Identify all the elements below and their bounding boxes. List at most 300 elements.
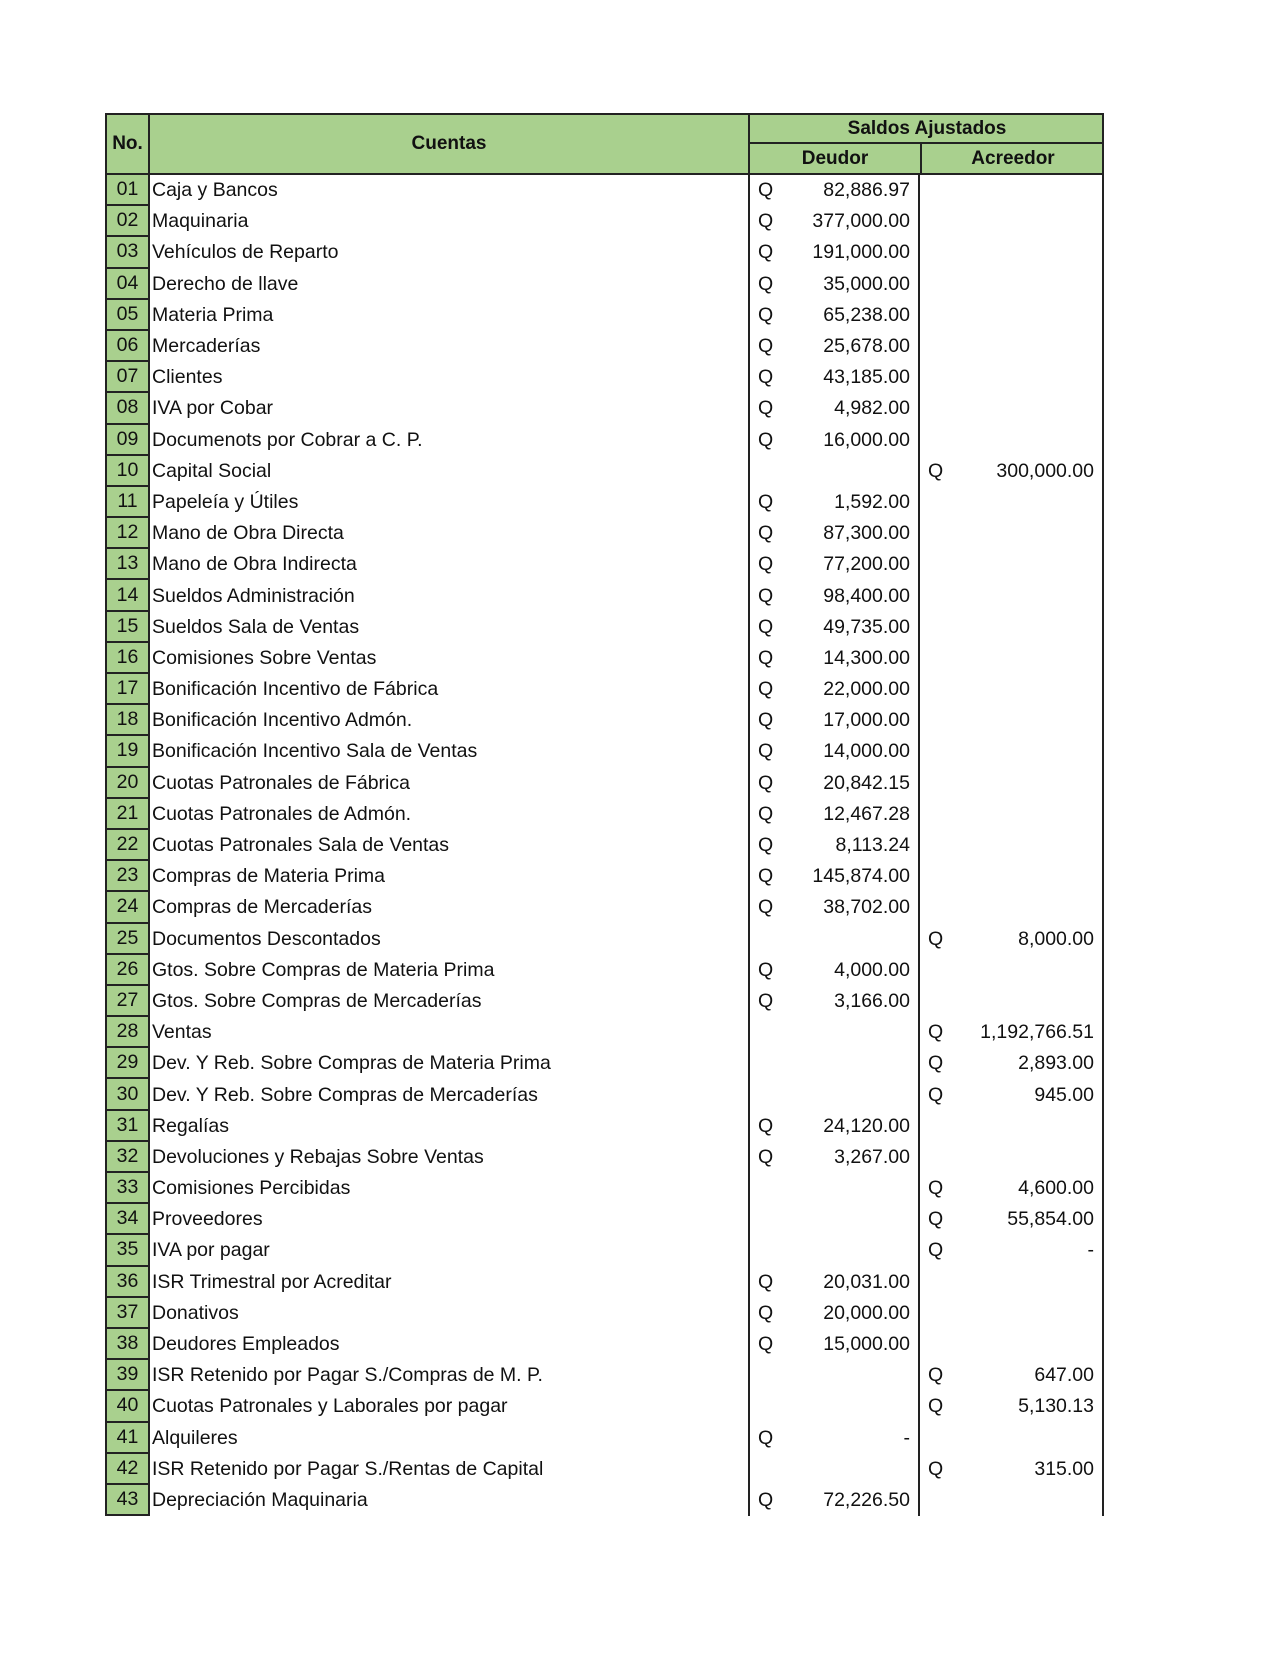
account-number: 22 [105, 830, 150, 861]
debit-cell [748, 736, 920, 767]
debit-cell [748, 518, 920, 549]
account-number: 02 [105, 206, 150, 237]
debit-amount: 25,678.00 [823, 335, 910, 358]
table-row [105, 518, 1104, 549]
currency-symbol: Q [928, 1457, 944, 1480]
account-number: 04 [105, 269, 150, 300]
credit-amount: 4,600.00 [1018, 1177, 1094, 1200]
debit-cell [748, 1173, 920, 1204]
account-name: Dev. Y Reb. Sobre Compras de Materia Prima [152, 1052, 551, 1075]
debit-cell [748, 487, 920, 518]
credit-cell [920, 425, 1104, 456]
currency-symbol: Q [758, 740, 774, 763]
currency-symbol: Q [758, 490, 774, 513]
account-number: 14 [105, 580, 150, 611]
credit-cell [920, 799, 1104, 830]
table-row [105, 643, 1104, 674]
account-name: Caja y Bancos [152, 179, 278, 202]
table-row [105, 830, 1104, 861]
debit-cell [748, 1423, 920, 1454]
debit-amount: 49,735.00 [823, 615, 910, 638]
account-number: 19 [105, 736, 150, 767]
account-number: 35 [105, 1235, 150, 1266]
currency-symbol: Q [758, 1270, 774, 1293]
credit-amount: 1,192,766.51 [980, 1021, 1094, 1044]
table-row [105, 799, 1104, 830]
table-row [105, 892, 1104, 923]
credit-cell [920, 175, 1104, 206]
table-row [105, 269, 1104, 300]
table-row [105, 955, 1104, 986]
debit-cell [748, 331, 920, 362]
currency-symbol: Q [928, 1239, 944, 1262]
debit-amount: 1,592.00 [834, 490, 910, 513]
currency-symbol: Q [758, 646, 774, 669]
table-row [105, 1267, 1104, 1298]
credit-cell [920, 487, 1104, 518]
account-number: 09 [105, 425, 150, 456]
account-number: 34 [105, 1204, 150, 1235]
credit-cell [920, 580, 1104, 611]
debit-amount: 20,000.00 [823, 1301, 910, 1324]
table-body [105, 175, 1104, 1516]
account-name: Materia Prima [152, 303, 274, 326]
table-row [105, 1111, 1104, 1142]
account-number: 24 [105, 892, 150, 923]
credit-cell [920, 1142, 1104, 1173]
debit-cell [748, 1360, 920, 1391]
table-row [105, 705, 1104, 736]
account-name: Mano de Obra Indirecta [152, 553, 357, 576]
account-name: Alquileres [152, 1426, 238, 1449]
debit-cell [748, 1204, 920, 1235]
credit-cell [920, 830, 1104, 861]
account-name: Bonificación Incentivo de Fábrica [152, 678, 439, 701]
table-row [105, 736, 1104, 767]
currency-symbol: Q [928, 1364, 944, 1387]
table-header [105, 113, 1104, 175]
credit-cell [920, 674, 1104, 705]
credit-cell [920, 861, 1104, 892]
table-row [105, 456, 1104, 487]
account-name: Comisiones Sobre Ventas [152, 646, 377, 669]
table-row [105, 1173, 1104, 1204]
account-number: 38 [105, 1329, 150, 1360]
debit-amount: 43,185.00 [823, 366, 910, 389]
account-name: Deudores Empleados [152, 1333, 340, 1356]
debit-cell [748, 269, 920, 300]
currency-symbol: Q [928, 1208, 944, 1231]
account-number: 43 [105, 1485, 150, 1516]
credit-cell [920, 393, 1104, 424]
debit-amount: 22,000.00 [823, 678, 910, 701]
credit-cell [920, 1391, 1104, 1422]
account-name: Derecho de llave [152, 272, 299, 295]
account-name: ISR Trimestral por Acreditar [152, 1270, 392, 1293]
currency-symbol: Q [928, 1052, 944, 1075]
currency-symbol: Q [758, 553, 774, 576]
credit-cell [920, 892, 1104, 923]
credit-cell [920, 1204, 1104, 1235]
table-row [105, 175, 1104, 206]
currency-symbol: Q [758, 210, 774, 233]
table-row [105, 580, 1104, 611]
account-number: 37 [105, 1298, 150, 1329]
debit-amount: 14,300.00 [823, 646, 910, 669]
debit-amount: 191,000.00 [812, 241, 910, 264]
debit-cell [748, 643, 920, 674]
credit-cell [920, 612, 1104, 643]
account-name: Devoluciones y Rebajas Sobre Ventas [152, 1145, 484, 1168]
debit-cell [748, 175, 920, 206]
account-number: 08 [105, 393, 150, 424]
account-number: 21 [105, 799, 150, 830]
debit-cell [748, 861, 920, 892]
account-name: Depreciación Maquinaria [152, 1488, 368, 1511]
table-row [105, 1298, 1104, 1329]
currency-symbol: Q [928, 927, 944, 950]
account-number: 12 [105, 518, 150, 549]
account-number: 20 [105, 768, 150, 799]
currency-symbol: Q [758, 397, 774, 420]
currency-symbol: Q [758, 584, 774, 607]
debit-cell [748, 1298, 920, 1329]
header-no: No. [107, 115, 150, 173]
debit-amount: 3,166.00 [834, 989, 910, 1012]
account-name: Clientes [152, 366, 223, 389]
account-name: Cuotas Patronales de Admón. [152, 802, 412, 825]
currency-symbol: Q [758, 1488, 774, 1511]
credit-cell [920, 768, 1104, 799]
debit-amount: 35,000.00 [823, 272, 910, 295]
account-name: Sueldos Sala de Ventas [152, 615, 360, 638]
currency-symbol: Q [758, 1301, 774, 1324]
credit-amount: 5,130.13 [1018, 1395, 1094, 1418]
table-row [105, 1079, 1104, 1110]
account-number: 31 [105, 1111, 150, 1142]
debit-cell [748, 799, 920, 830]
debit-cell [748, 892, 920, 923]
currency-symbol: Q [928, 1177, 944, 1200]
account-number: 18 [105, 705, 150, 736]
debit-amount: 12,467.28 [823, 802, 910, 825]
account-number: 29 [105, 1048, 150, 1079]
table-row [105, 393, 1104, 424]
debit-amount: 17,000.00 [823, 709, 910, 732]
table-row [105, 487, 1104, 518]
currency-symbol: Q [928, 1395, 944, 1418]
currency-symbol: Q [758, 272, 774, 295]
account-name: Compras de Mercaderías [152, 896, 373, 919]
debit-cell [748, 674, 920, 705]
account-name: Vehículos de Reparto [152, 241, 339, 264]
account-number: 17 [105, 674, 150, 705]
account-number: 23 [105, 861, 150, 892]
debit-cell [748, 1111, 920, 1142]
credit-cell [920, 549, 1104, 580]
debit-cell [748, 1267, 920, 1298]
table-row [105, 768, 1104, 799]
currency-symbol: Q [758, 366, 774, 389]
table-row [105, 1391, 1104, 1422]
currency-symbol: Q [758, 771, 774, 794]
account-name: Proveedores [152, 1208, 263, 1231]
debit-cell [748, 362, 920, 393]
debit-amount: 98,400.00 [823, 584, 910, 607]
account-name: Documenots por Cobrar a C. P. [152, 428, 423, 451]
header-cuentas: Cuentas [150, 115, 750, 173]
account-name: Dev. Y Reb. Sobre Compras de Mercaderías [152, 1083, 538, 1106]
currency-symbol: Q [758, 1333, 774, 1356]
credit-cell [920, 456, 1104, 487]
currency-symbol: Q [758, 989, 774, 1012]
account-name: Gtos. Sobre Compras de Materia Prima [152, 958, 495, 981]
account-number: 27 [105, 986, 150, 1017]
table-row [105, 1423, 1104, 1454]
account-name: Donativos [152, 1301, 239, 1324]
debit-cell [748, 1391, 920, 1422]
account-name: Bonificación Incentivo Sala de Ventas [152, 740, 478, 763]
currency-symbol: Q [758, 865, 774, 888]
table-row [105, 1329, 1104, 1360]
debit-amount: 20,031.00 [823, 1270, 910, 1293]
credit-amount: 647.00 [1034, 1364, 1094, 1387]
header-deudor: Deudor [750, 144, 922, 173]
credit-cell [920, 924, 1104, 955]
table-row [105, 549, 1104, 580]
credit-cell [920, 705, 1104, 736]
credit-amount: 315.00 [1034, 1457, 1094, 1480]
credit-cell [920, 1298, 1104, 1329]
debit-cell [748, 986, 920, 1017]
credit-amount: 300,000.00 [996, 459, 1094, 482]
account-number: 26 [105, 955, 150, 986]
credit-cell [920, 1173, 1104, 1204]
debit-amount: 20,842.15 [823, 771, 910, 794]
table-row [105, 362, 1104, 393]
account-name: Comisiones Percibidas [152, 1177, 351, 1200]
debit-amount: 4,982.00 [834, 397, 910, 420]
currency-symbol: Q [928, 459, 944, 482]
account-name: Compras de Materia Prima [152, 865, 385, 888]
currency-symbol: Q [758, 896, 774, 919]
credit-cell [920, 1267, 1104, 1298]
account-name: Cuotas Patronales y Laborales por pagar [152, 1395, 508, 1418]
currency-symbol: Q [758, 428, 774, 451]
table-row [105, 425, 1104, 456]
credit-cell [920, 1235, 1104, 1266]
account-number: 40 [105, 1391, 150, 1422]
header-acreedor: Acreedor [971, 147, 1055, 169]
account-number: 07 [105, 362, 150, 393]
debit-amount: 65,238.00 [823, 303, 910, 326]
credit-cell [920, 1079, 1104, 1110]
currency-symbol: Q [758, 1145, 774, 1168]
currency-symbol: Q [758, 335, 774, 358]
debit-amount: 77,200.00 [823, 553, 910, 576]
debit-cell [748, 456, 920, 487]
account-name: Sueldos Administración [152, 584, 355, 607]
currency-symbol: Q [758, 522, 774, 545]
debit-cell [748, 1235, 920, 1266]
debit-amount: 377,000.00 [812, 210, 910, 233]
currency-symbol: Q [758, 678, 774, 701]
account-name: Mercaderías [152, 335, 261, 358]
debit-amount: 87,300.00 [823, 522, 910, 545]
currency-symbol: Q [758, 615, 774, 638]
debit-amount: 3,267.00 [834, 1145, 910, 1168]
debit-cell [748, 955, 920, 986]
table-row [105, 1360, 1104, 1391]
account-name: Cuotas Patronales de Fábrica [152, 771, 410, 794]
debit-cell [748, 705, 920, 736]
account-number: 36 [105, 1267, 150, 1298]
account-number: 13 [105, 549, 150, 580]
account-name: Ventas [152, 1021, 212, 1044]
debit-cell [748, 768, 920, 799]
credit-cell [920, 269, 1104, 300]
credit-cell [920, 518, 1104, 549]
debit-amount: 15,000.00 [823, 1333, 910, 1356]
account-name: ISR Retenido por Pagar S./Rentas de Capital [152, 1457, 544, 1480]
account-name: Regalías [152, 1114, 229, 1137]
account-number: 25 [105, 924, 150, 955]
credit-cell [920, 643, 1104, 674]
credit-cell [920, 1017, 1104, 1048]
credit-cell [920, 1423, 1104, 1454]
credit-cell [920, 1048, 1104, 1079]
table-row [105, 1454, 1104, 1485]
table-row [105, 674, 1104, 705]
currency-symbol: Q [758, 1426, 774, 1449]
account-number: 39 [105, 1360, 150, 1391]
table-row [105, 206, 1104, 237]
credit-cell [920, 1111, 1104, 1142]
header-saldos-ajustados: Saldos Ajustados [750, 115, 1104, 144]
currency-symbol: Q [758, 241, 774, 264]
debit-cell [748, 1485, 920, 1516]
currency-symbol: Q [758, 802, 774, 825]
credit-cell [920, 1485, 1104, 1516]
credit-amount: - [1087, 1239, 1094, 1262]
debit-amount: 24,120.00 [823, 1114, 910, 1137]
table-row [105, 612, 1104, 643]
credit-amount: 2,893.00 [1018, 1052, 1094, 1075]
account-name: Capital Social [152, 459, 272, 482]
debit-amount: - [903, 1426, 910, 1449]
debit-cell [748, 1048, 920, 1079]
account-name: Gtos. Sobre Compras de Mercaderías [152, 989, 482, 1012]
credit-cell [920, 736, 1104, 767]
debit-cell [748, 1142, 920, 1173]
debit-cell [748, 830, 920, 861]
debit-amount: 38,702.00 [823, 896, 910, 919]
account-name: IVA por pagar [152, 1239, 270, 1262]
debit-cell [748, 393, 920, 424]
credit-amount: 8,000.00 [1018, 927, 1094, 950]
currency-symbol: Q [928, 1083, 944, 1106]
table-row [105, 861, 1104, 892]
account-name: Maquinaria [152, 210, 249, 233]
debit-cell [748, 237, 920, 268]
adjusted-balances-table [105, 113, 1104, 1516]
debit-cell [748, 549, 920, 580]
table-row [105, 1017, 1104, 1048]
debit-cell [748, 1079, 920, 1110]
table-row [105, 986, 1104, 1017]
currency-symbol: Q [928, 1021, 944, 1044]
debit-amount: 16,000.00 [823, 428, 910, 451]
table-row [105, 1485, 1104, 1516]
credit-cell [920, 955, 1104, 986]
table-row [105, 237, 1104, 268]
currency-symbol: Q [758, 709, 774, 732]
account-number: 30 [105, 1079, 150, 1110]
credit-cell [920, 1454, 1104, 1485]
account-number: 33 [105, 1173, 150, 1204]
account-number: 01 [105, 175, 150, 206]
credit-cell [920, 1329, 1104, 1360]
debit-cell [748, 580, 920, 611]
debit-cell [748, 1329, 920, 1360]
currency-symbol: Q [758, 1114, 774, 1137]
currency-symbol: Q [758, 834, 774, 857]
account-name: Papeleía y Útiles [152, 490, 299, 513]
debit-amount: 8,113.24 [835, 834, 910, 857]
debit-cell [748, 1017, 920, 1048]
currency-symbol: Q [758, 303, 774, 326]
credit-cell [920, 331, 1104, 362]
table-row [105, 1142, 1104, 1173]
debit-amount: 82,886.97 [823, 179, 910, 202]
account-name: Bonificación Incentivo Admón. [152, 709, 413, 732]
credit-cell [920, 206, 1104, 237]
credit-cell [920, 986, 1104, 1017]
credit-amount: 55,854.00 [1007, 1208, 1094, 1231]
account-name: Cuotas Patronales Sala de Ventas [152, 834, 450, 857]
account-number: 03 [105, 237, 150, 268]
account-name: IVA por Cobar [152, 397, 274, 420]
credit-cell [920, 300, 1104, 331]
debit-cell [748, 612, 920, 643]
debit-cell [748, 924, 920, 955]
table-row [105, 1048, 1104, 1079]
account-number: 10 [105, 456, 150, 487]
credit-cell [920, 237, 1104, 268]
debit-cell [748, 425, 920, 456]
credit-cell [920, 1360, 1104, 1391]
table-row [105, 1204, 1104, 1235]
debit-cell [748, 206, 920, 237]
debit-amount: 4,000.00 [834, 958, 910, 981]
account-name: Mano de Obra Directa [152, 522, 344, 545]
account-number: 11 [105, 487, 150, 518]
credit-amount: 945.00 [1034, 1083, 1094, 1106]
currency-symbol: Q [758, 958, 774, 981]
account-number: 32 [105, 1142, 150, 1173]
account-name: ISR Retenido por Pagar S./Compras de M. P. [152, 1364, 543, 1387]
account-number: 42 [105, 1454, 150, 1485]
account-number: 15 [105, 612, 150, 643]
table-row [105, 300, 1104, 331]
account-name: Documentos Descontados [152, 927, 381, 950]
debit-amount: 14,000.00 [823, 740, 910, 763]
table-row [105, 1235, 1104, 1266]
account-number: 05 [105, 300, 150, 331]
debit-cell [748, 1454, 920, 1485]
debit-amount: 72,226.50 [823, 1488, 910, 1511]
account-number: 28 [105, 1017, 150, 1048]
